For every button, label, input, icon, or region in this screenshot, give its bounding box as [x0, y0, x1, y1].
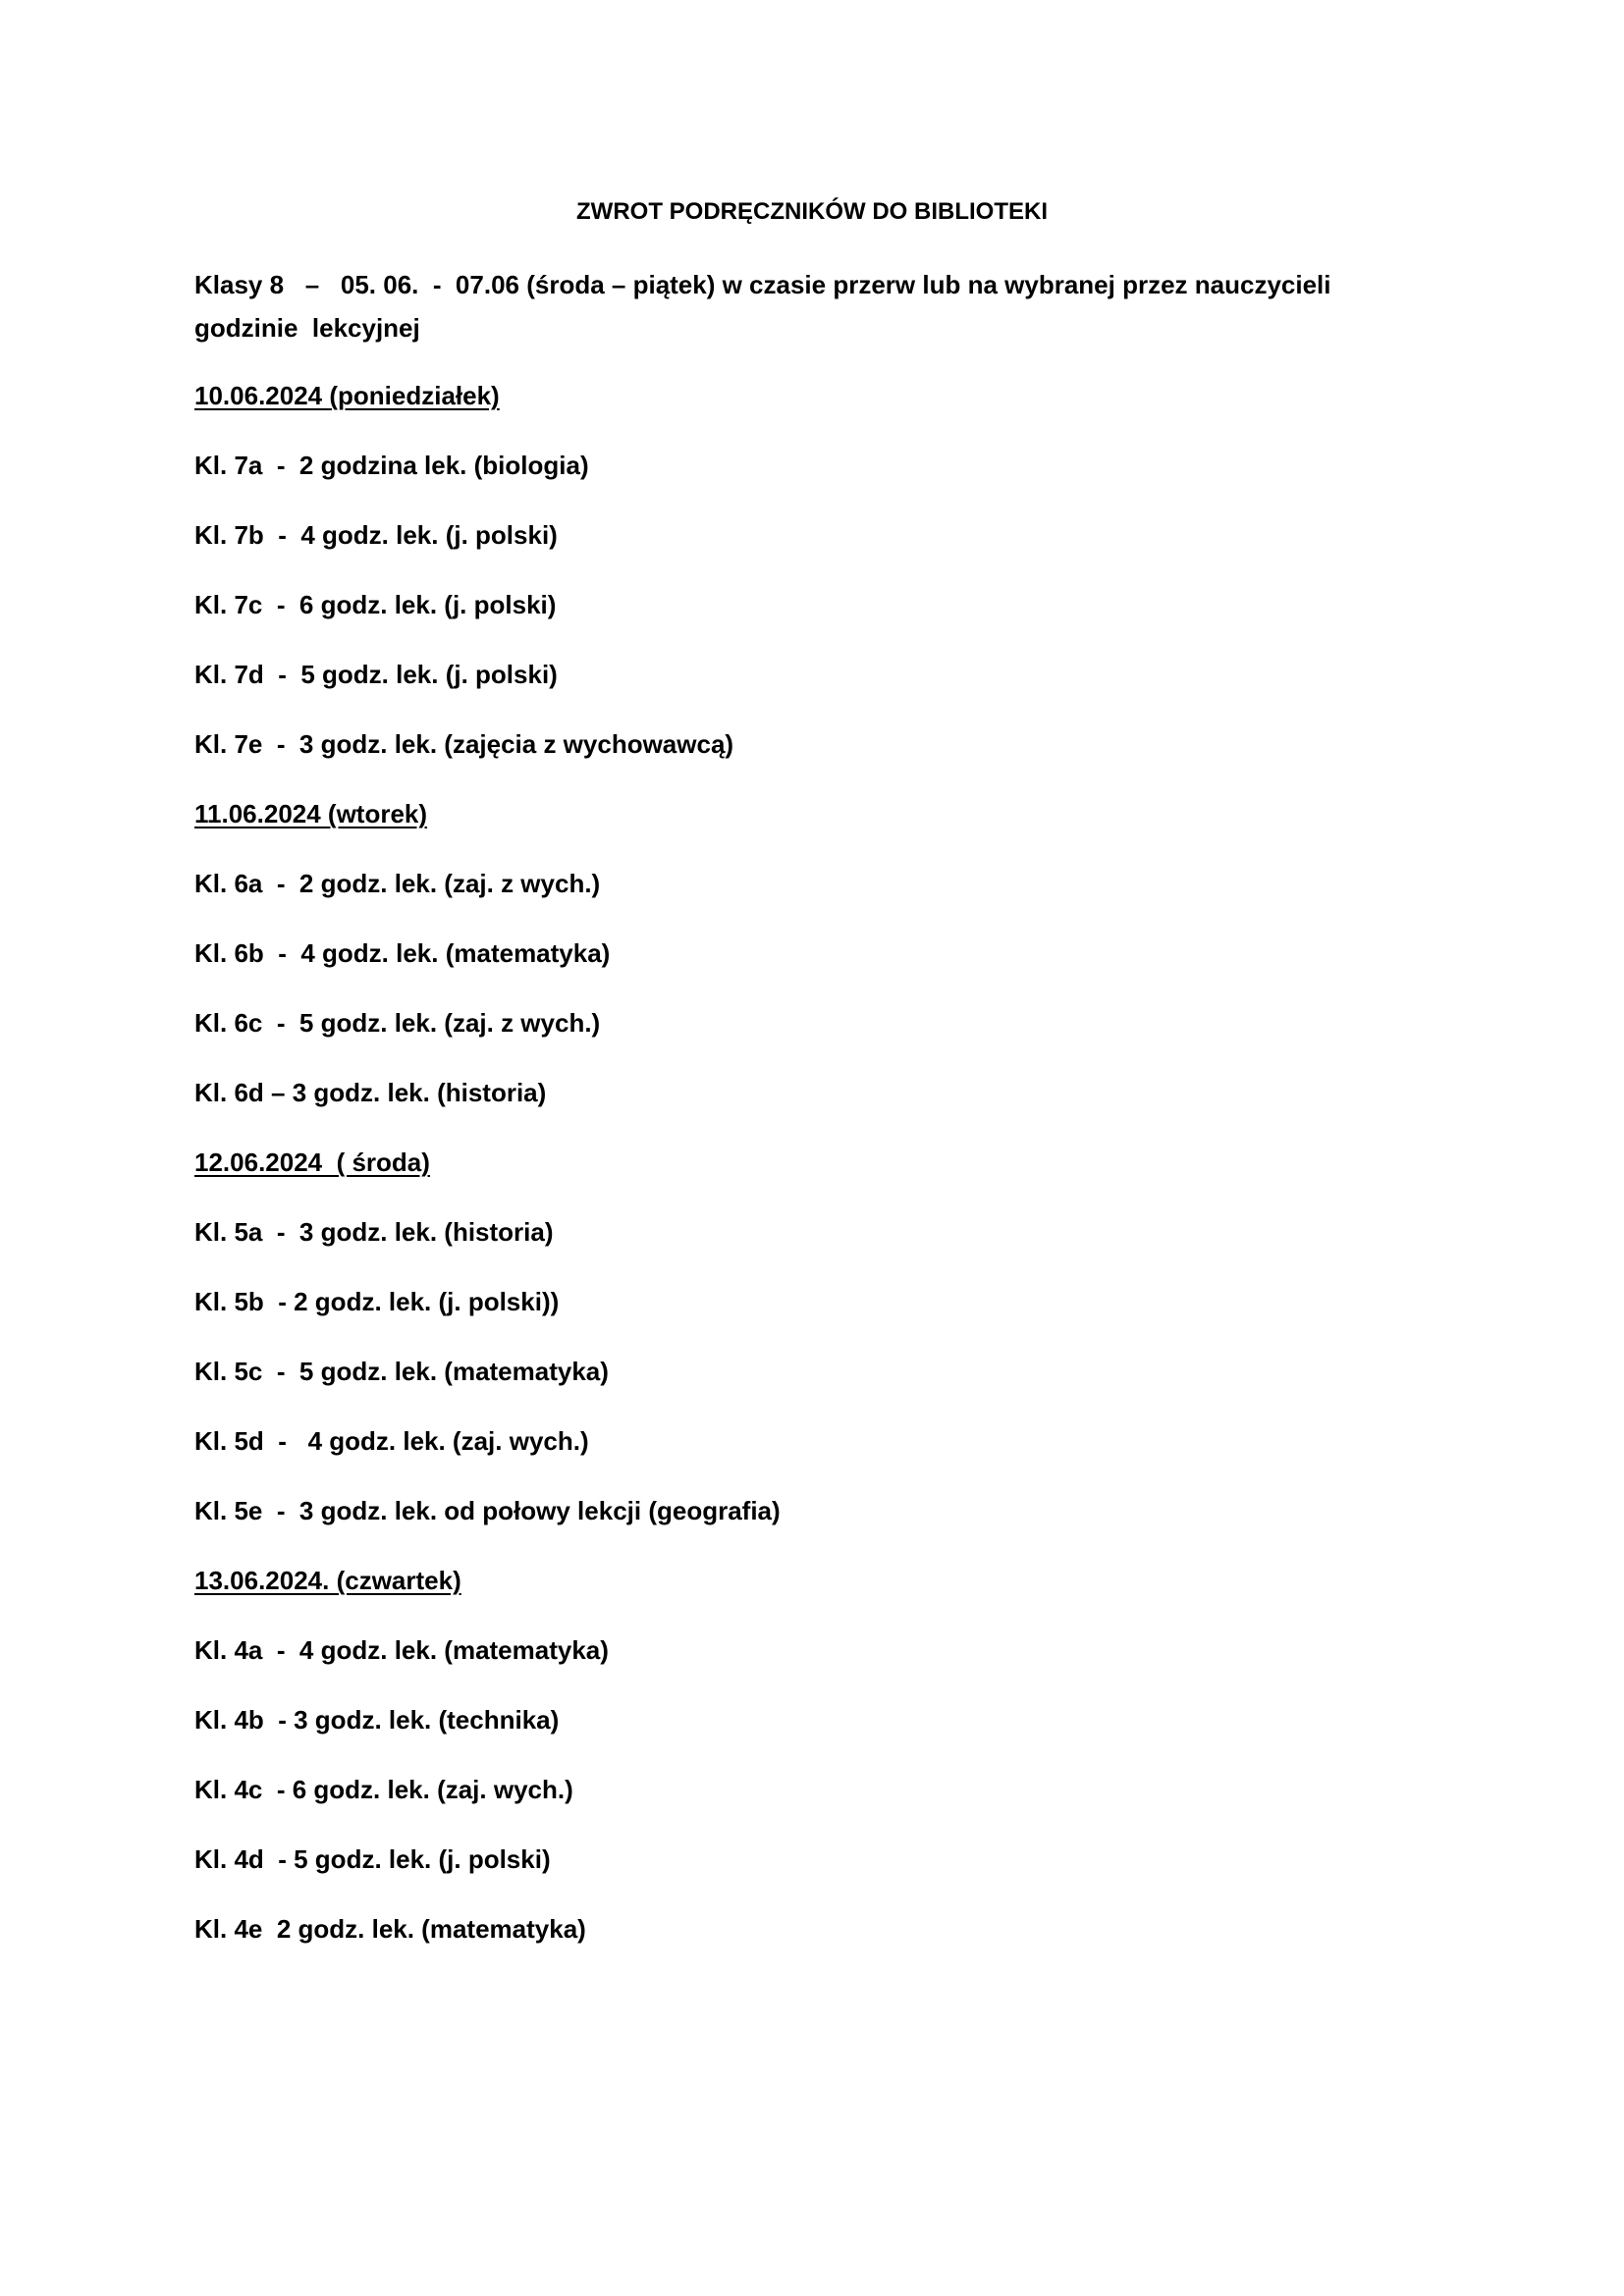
class-entry: Kl. 5c - 5 godz. lek. (matematyka) [194, 1357, 609, 1386]
class-entry: Kl. 6d – 3 godz. lek. (historia) [194, 1078, 547, 1107]
class-entry: Kl. 4d - 5 godz. lek. (j. polski) [194, 1844, 551, 1874]
schedule-list [194, 374, 1412, 1977]
class-entry: Kl. 5e - 3 godz. lek. od połowy lekcji (geografia) [194, 1496, 781, 1525]
class-entry: Kl. 5b - 2 godz. lek. (j. polski)) [194, 1287, 560, 1316]
class-entry: Kl. 6b - 4 godz. lek. (matematyka) [194, 938, 611, 968]
class-entry: Kl. 7c - 6 godz. lek. (j. polski) [194, 590, 557, 619]
class-entry: Kl. 7a - 2 godzina lek. (biologia) [194, 451, 589, 480]
class-entry: Kl. 7d - 5 godz. lek. (j. polski) [194, 660, 558, 689]
date-heading-wednesday: 12.06.2024 ( środa) [194, 1148, 430, 1177]
class-entry: Kl. 6a - 2 godz. lek. (zaj. z wych.) [194, 869, 601, 898]
class-entry: Kl. 4b - 3 godz. lek. (technika) [194, 1705, 560, 1735]
class-entry: Kl. 7e - 3 godz. lek. (zajęcia z wychowawcą) [194, 729, 734, 759]
date-heading-monday: 10.06.2024 (poniedziałek) [194, 381, 500, 410]
intro-paragraph: Klasy 8 – 05. 06. - 07.06 (środa – piątek) w czasie przerw lub na wybranej przez nauczycieli godzinie lekcyjnej [194, 270, 1331, 343]
date-heading-tuesday: 11.06.2024 (wtorek) [194, 799, 428, 828]
class-entry: Kl. 7b - 4 godz. lek. (j. polski) [194, 520, 558, 550]
class-entry: Kl. 5d - 4 godz. lek. (zaj. wych.) [194, 1426, 589, 1456]
class-entry: Kl. 4c - 6 godz. lek. (zaj. wych.) [194, 1775, 573, 1804]
class-entry: Kl. 4e 2 godz. lek. (matematyka) [194, 1914, 586, 1944]
class-entry: Kl. 5a - 3 godz. lek. (historia) [194, 1217, 554, 1247]
class-entry: Kl. 4a - 4 godz. lek. (matematyka) [194, 1635, 609, 1665]
date-heading-thursday: 13.06.2024. (czwartek) [194, 1566, 461, 1595]
class-entry: Kl. 6c - 5 godz. lek. (zaj. z wych.) [194, 1008, 601, 1038]
document-title: ZWROT PODRĘCZNIKÓW DO BIBLIOTEKI [576, 198, 1048, 225]
